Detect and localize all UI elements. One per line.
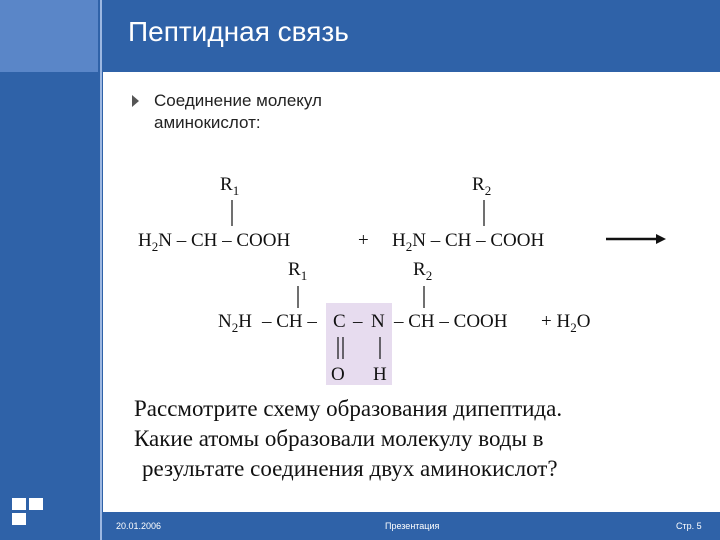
question-line-3: результате соединения двух аминокислот? (142, 456, 558, 481)
radical-r2-product: $R_2$ (413, 259, 433, 283)
bullet-line-2: аминокислот: (154, 113, 261, 132)
question-line-1: Рассмотрите схему образования дипептида. (134, 396, 563, 421)
footer-date: 20.01.2006 (116, 521, 162, 531)
oxygen-atom: O (331, 364, 345, 385)
footer-page-number: Стр. 5 (676, 521, 702, 531)
radical-r1-product: $R_1$ (288, 259, 308, 283)
radical-r2-top: $R_2$ (472, 174, 492, 198)
product-nitrogen: N (371, 311, 385, 332)
bullet-line-1: Соединение молекул (154, 91, 322, 110)
water-product: + $H_2O$ (541, 311, 591, 335)
arrow-head-icon (656, 234, 666, 244)
footer-center-label: Презентация (385, 521, 440, 531)
hydrogen-atom: H (373, 364, 387, 385)
product-bond-dash: – (353, 311, 363, 332)
plus-sign: + (358, 230, 369, 251)
product-ch: – CH – (262, 311, 317, 332)
radical-r1-top: $R_1$ (220, 174, 240, 198)
slide-title: Пептидная связь (128, 16, 349, 47)
product-amine: $N_2H$ (218, 311, 252, 335)
reactant-2-formula: $H_2N$ – CH – COOH (392, 230, 545, 254)
reactant-1-formula: $H_2N$ – CH – COOH (138, 230, 291, 254)
logo-squares-icon (12, 498, 46, 528)
question-line-2: Какие атомы образовали молекулу воды в (134, 426, 544, 451)
product-carbon: C (333, 311, 346, 332)
question-text (134, 394, 694, 484)
product-tail: – CH – COOH (394, 311, 508, 332)
